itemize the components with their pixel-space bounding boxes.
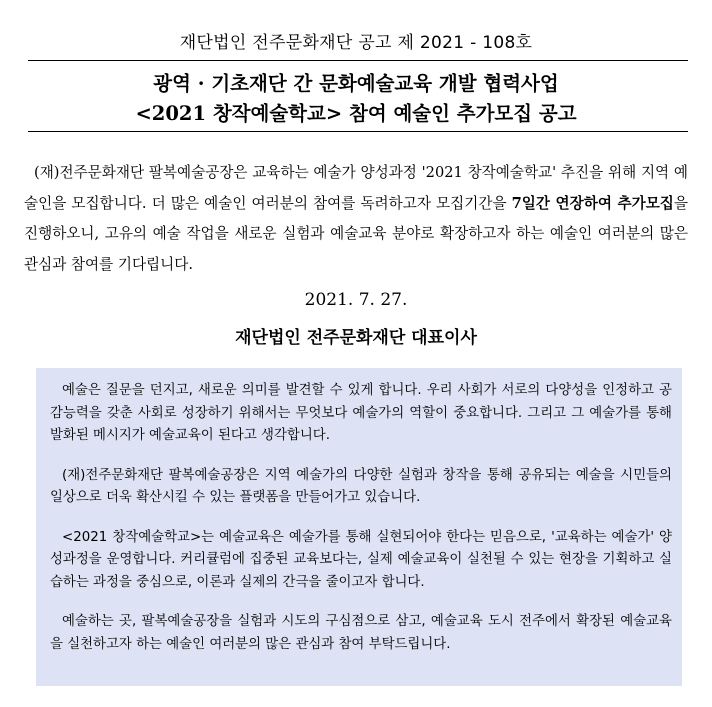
panel-paragraph-4: 예술하는 곳, 팔복예술공장을 실험과 시도의 구심점으로 삼고, 예술교육 도시 전주에서 확장된 예술교육을 실천하고자 하는 예술인 여러분의 많은 관심과 참여 부탁드립니다.: [50, 614, 672, 652]
signer: 재단법인 전주문화재단 대표이사: [235, 328, 477, 348]
notice-number: 재단법인 전주문화재단 공고 제 2021 - 108호: [179, 33, 533, 53]
title-line-2: <2021 창작예술학교> 참여 예술인 추가모집 공고: [135, 102, 577, 125]
title-top-rule: [28, 60, 688, 61]
intro-emphasis: 7일간 연장하여 추가모집: [511, 194, 674, 212]
intro-text-2: 을 진행하오니, 고유의 예술 작업을 새로운 실험과 예술교육 분야로 확장하고자 하는 예술인 여러분의 많은 관심과 참여를 기다립니다.: [24, 194, 688, 273]
panel-paragraph-2: (재)전주문화재단 팔복예술공장은 지역 예술가의 다양한 실험과 창작을 통해 공유되는 예술을 시민들의 일상으로 더욱 확산시킬 수 있는 플랫폼을 만들어가고 있습니다.: [50, 467, 672, 505]
panel-paragraph-3: <2021 창작예술학교>는 예술교육은 예술가를 통해 실현되어야 한다는 믿음으로, '교육하는 예술가' 양성과정을 운영합니다. 커리큘럼에 집중된 교육보다는, 실제 예술교육이 실천될 수 있는 현장을 기획하고 실습하는 과정을 중심으로, 이론과 실제의 간극을 줄이고자 합니다.: [50, 529, 672, 590]
intro-paragraph: [24, 158, 688, 280]
title-line-1: 광역 · 기초재단 간 문화예술교육 개발 협력사업: [153, 72, 559, 95]
title-bottom-rule: [28, 131, 688, 132]
notice-date: 2021. 7. 27.: [304, 290, 408, 310]
intro-text-1: (재)전주문화재단 팔복예술공장은 교육하는 예술가 양성과정 '2021 창작예술학교' 추진을 위해 지역 예술인을 모집합니다. 더 많은 예술인 여러분의 참여를 독려하고자 모집기간을: [24, 164, 688, 212]
panel-paragraph-1: 예술은 질문을 던지고, 새로운 의미를 발견할 수 있게 합니다. 우리 사회가 서로의 다양성을 인정하고 공감능력을 갖춘 사회로 성장하기 위해서는 무엇보다 예술가의 역할이 중요합니다. 그리고 그 예술가를 통해 발화된 메시지가 예술교육이 된다고 생각합니다.: [50, 383, 672, 443]
description-panel: [36, 368, 682, 686]
